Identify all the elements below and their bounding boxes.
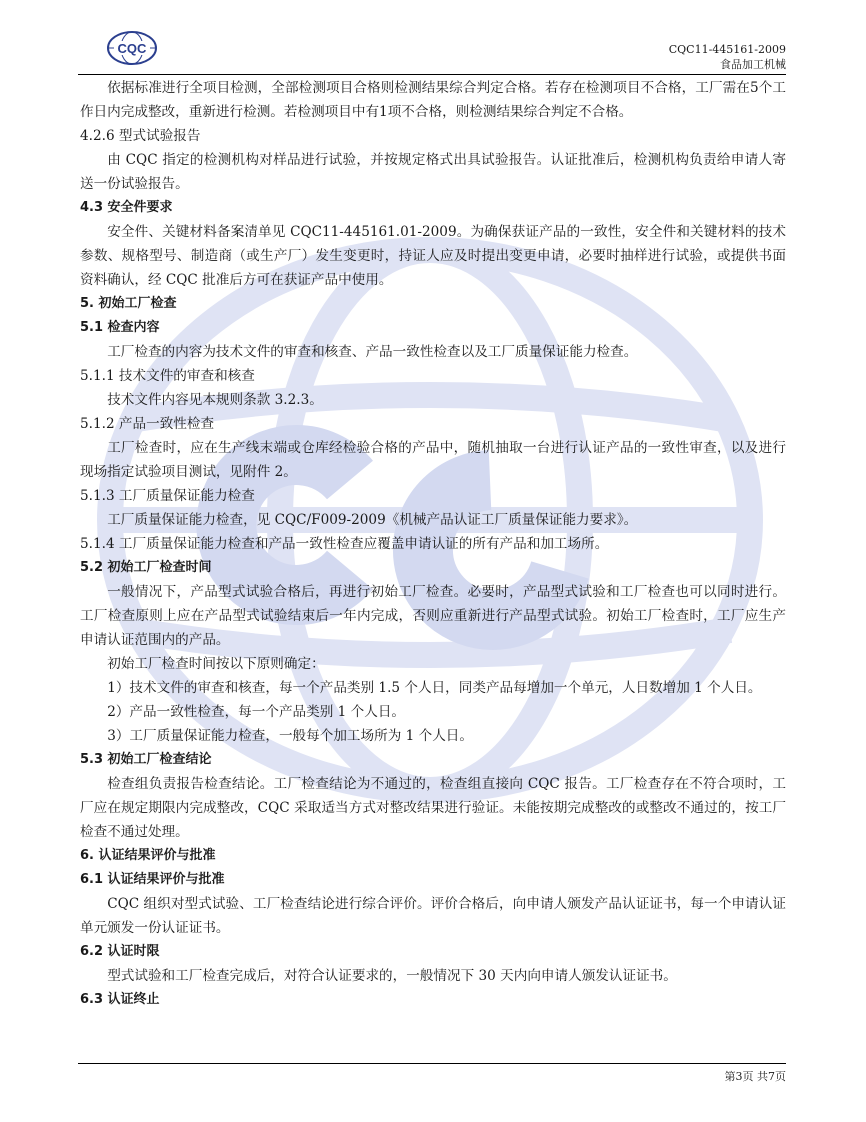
paragraph: 型式试验和工厂检查完成后，对符合认证要求的，一般情况下 30 天内向申请人颁发认证证书。 xyxy=(107,968,677,984)
paragraph: 依据标准进行全项目检测，全部检测项目合格则检测结果综合判定合格。若存在检测项目不合格，工厂需在5个工作日内完成整改，重新进行检测。若检测项目中有1项不合格，则检测结果综合判定不合格。 xyxy=(80,80,786,120)
subsection-title-5-1-3: 5.1.3 工厂质量保证能力检查 xyxy=(80,488,255,504)
section-heading-6-2: 6.2 认证时限 xyxy=(80,944,160,959)
logo-text: CQC xyxy=(117,41,147,56)
section-heading-5-3: 5.3 初始工厂检查结论 xyxy=(80,752,212,767)
list-item: 1）技术文件的审查和核查，每一个产品类别 1.5 个人日，同类产品每增加一个单元，人日数增加 1 个人日。 xyxy=(107,680,762,696)
section-heading-6: 6. 认证结果评价与批准 xyxy=(80,848,216,863)
page-header xyxy=(78,28,786,75)
paragraph: 工厂质量保证能力检查，见 CQC/F009-2009《机械产品认证工厂质量保证能力要求》。 xyxy=(107,512,638,528)
doc-code: CQC11-445161-2009 xyxy=(668,43,786,56)
subsection-title-4-2-6: 4.2.6 型式试验报告 xyxy=(80,128,201,144)
paragraph: 检查组负责报告检查结论。工厂检查结论为不通过的，检查组直接向 CQC 报告。工厂检查存在不符合项时，工厂应在规定期限内完成整改，CQC 采取适当方式对整改结果进行验证。未能按期完成整改的或整改不通过的，按工厂检查不通过处理。 xyxy=(80,776,786,840)
subsection-title-5-1-4: 5.1.4 工厂质量保证能力检查和产品一致性检查应覆盖申请认证的所有产品和加工场所。 xyxy=(80,536,609,552)
paragraph: 一般情况下，产品型式试验合格后，再进行初始工厂检查。必要时，产品型式试验和工厂检查也可以同时进行。工厂检查原则上应在产品型式试验结束后一年内完成，否则应重新进行产品型式试验。初始工厂检查时，工厂应生产申请认证范围内的产品。 xyxy=(80,584,786,648)
subsection-title-5-1-2: 5.1.2 产品一致性检查 xyxy=(80,416,215,432)
doc-name: 食品加工机械 xyxy=(720,58,786,71)
paragraph: 技术文件内容见本规则条款 3.2.3。 xyxy=(107,392,323,408)
section-heading-5-1: 5.1 检查内容 xyxy=(80,320,160,335)
paragraph: 安全件、关键材料备案清单见 CQC11-445161.01-2009。为确保获证产品的一致性，安全件和关键材料的技术参数、规格型号、制造商（或生产厂）发生变更时，持证人应及时提出变更申请，必要时抽样进行试验，或提供书面资料确认，经 CQC 批准后方可在获证产品中使用。 xyxy=(80,224,786,288)
page-footer xyxy=(78,1063,786,1083)
paragraph: 工厂检查的内容为技术文件的审查和核查、产品一致性检查以及工厂质量保证能力检查。 xyxy=(107,344,638,360)
document-body xyxy=(80,76,786,1012)
section-heading-5: 5. 初始工厂检查 xyxy=(80,296,177,311)
list-item: 2）产品一致性检查，每一个产品类别 1 个人日。 xyxy=(107,704,406,720)
cqc-logo-icon xyxy=(106,30,158,66)
paragraph: 工厂检查时，应在生产线末端或仓库经检验合格的产品中，随机抽取一台进行认证产品的一致性审查，以及进行现场指定试验项目测试，见附件 2。 xyxy=(80,440,786,480)
page-number: 第3页 共7页 xyxy=(724,1070,786,1083)
section-heading-6-1: 6.1 认证结果评价与批准 xyxy=(80,872,225,887)
section-heading-5-2: 5.2 初始工厂检查时间 xyxy=(80,560,212,575)
section-heading-4-3: 4.3 安全件要求 xyxy=(80,200,173,215)
section-heading-6-3: 6.3 认证终止 xyxy=(80,992,160,1007)
subsection-title-5-1-1: 5.1.1 技术文件的审查和核查 xyxy=(80,368,255,384)
paragraph: 初始工厂检查时间按以下原则确定： xyxy=(107,656,325,672)
paragraph: CQC 组织对型式试验、工厂检查结论进行综合评价。评价合格后，向申请人颁发产品认证证书，每一个申请认证单元颁发一份认证证书。 xyxy=(80,896,786,936)
paragraph: 由 CQC 指定的检测机构对样品进行试验，并按规定格式出具试验报告。认证批准后，检测机构负责给申请人寄送一份试验报告。 xyxy=(80,152,786,192)
list-item: 3）工厂质量保证能力检查，一般每个加工场所为 1 个人日。 xyxy=(107,728,473,744)
